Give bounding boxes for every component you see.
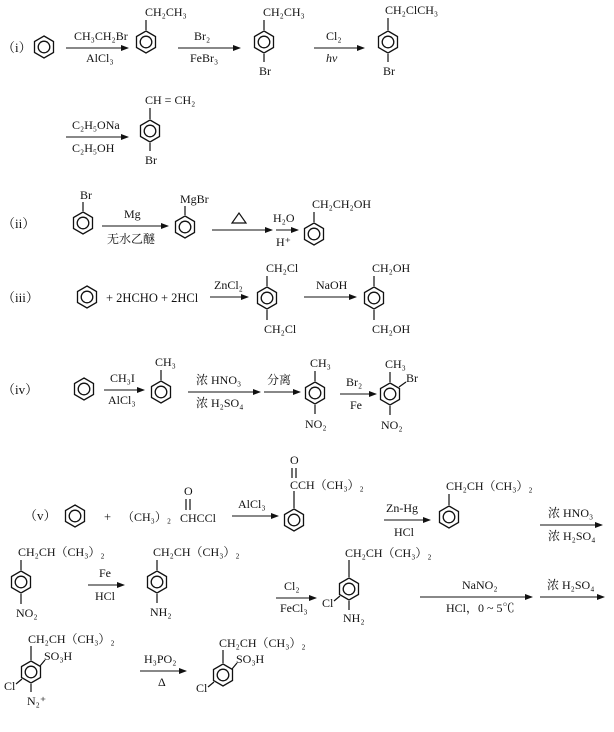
- benzene-ring: [74, 212, 93, 234]
- reaction-arrow: [210, 278, 248, 297]
- reaction-arrow: [276, 579, 316, 615]
- reaction-arrow: [212, 212, 272, 230]
- benzene-ring: [22, 661, 41, 683]
- reagent-label: 分离: [267, 373, 292, 387]
- substituent-label: CH₃: [310, 356, 331, 370]
- reagent-label: CHCCl: [180, 511, 217, 525]
- reagent-label: FeCl₃: [280, 601, 308, 615]
- benzene-ring: [75, 378, 94, 400]
- benzene-ring: [12, 571, 31, 593]
- benzene-ring: [78, 286, 97, 308]
- benzene-ring: [340, 578, 359, 600]
- substituent-label: Br: [406, 371, 418, 385]
- substituent-label: O: [184, 484, 193, 498]
- reaction-arrow: [102, 207, 168, 246]
- substituent-label: N₂⁺: [27, 694, 47, 708]
- substituent-label: Cl: [322, 596, 334, 610]
- reagent-label: Mg: [124, 207, 141, 221]
- substituent-label: NH₂: [150, 605, 172, 619]
- reagent-label: 浓 HNO₃: [548, 506, 594, 520]
- reaction-arrow: [88, 566, 124, 603]
- substituent-label: CH₂CH（CH₃）₂: [28, 632, 115, 646]
- substituent-label: O: [290, 453, 299, 467]
- substituent-label: Br: [259, 64, 271, 78]
- part-label-i: （i）: [2, 40, 32, 55]
- reaction-arrow: [304, 278, 356, 297]
- reagent-label: 浓 H₂SO₄: [196, 396, 244, 410]
- benzene-ring: [305, 223, 324, 245]
- substituent-label: CH₃: [385, 357, 406, 371]
- reagent-label: （CH₃）₂: [122, 510, 172, 524]
- reagent-label: Br₂: [346, 375, 363, 389]
- reagent-label: HCl: [95, 589, 116, 603]
- reagent-label: FeBr₃: [190, 51, 219, 65]
- substituent-label: CH₂CH（CH₃）₂: [446, 479, 533, 493]
- reaction-arrow: [66, 29, 128, 65]
- substituent-label: CH₂CH₂OH: [312, 197, 372, 211]
- reaction-arrow: [540, 506, 602, 543]
- substituent-label: CH₂CH（CH₃）₂: [345, 546, 432, 560]
- reagent-label: + 2HCHO + 2HCl: [106, 291, 199, 305]
- substituent-label: NO₂: [305, 417, 327, 431]
- substituent-label: CH₂OH: [372, 261, 411, 275]
- part-label-iv: （iv）: [2, 382, 39, 397]
- substituent-label: CH₂CH（CH₃）₂: [18, 545, 105, 559]
- reagent-label: Zn-Hg: [386, 501, 418, 515]
- substituent-label: CCH（CH₃）₂: [290, 478, 364, 492]
- reagent-label: +: [104, 510, 112, 524]
- substituent-label: CH₂Cl: [264, 322, 297, 336]
- reagent-label: ZnCl₂: [214, 278, 243, 292]
- benzene-ring: [306, 382, 325, 404]
- reaction-arrow: [232, 497, 278, 516]
- reagent-label: NaNO₂: [462, 578, 498, 592]
- reagent-label: H⁺: [276, 235, 291, 249]
- reaction-arrow: [420, 578, 532, 615]
- benzene-ring: [152, 381, 171, 403]
- reagent-label: 浓 HNO₃: [196, 373, 242, 387]
- substituent-label: CH₂CH₃: [145, 5, 187, 19]
- reaction-arrow: [264, 372, 300, 392]
- reagent-label: C₂H₅ONa: [72, 118, 120, 132]
- reagent-label: C₂H₅OH: [72, 141, 115, 155]
- part-label-ii: （ii）: [2, 216, 36, 231]
- reaction-arrow: [340, 375, 376, 412]
- benzene-ring: [379, 31, 398, 53]
- benzene-ring: [285, 509, 304, 531]
- reaction-arrow: [178, 29, 240, 65]
- substituent-label: Br: [145, 153, 157, 167]
- substituent-label: SO₃H: [236, 652, 265, 666]
- substituent-label: Br: [383, 64, 395, 78]
- reagent-label: Br₂: [194, 29, 211, 43]
- reagent-label: hν: [326, 51, 338, 65]
- substituent-label: SO₃H: [44, 649, 73, 663]
- reagent-label: 浓 H₂SO₄: [548, 529, 596, 543]
- reaction-arrow: [273, 211, 298, 249]
- benzene-ring: [35, 36, 54, 58]
- reagent-label: 浓 H₂SO₄: [547, 578, 595, 592]
- benzene-ring: [365, 287, 384, 309]
- reagent-label: HCl，0 ~ 5℃: [446, 601, 515, 615]
- reaction-arrow: [540, 578, 604, 597]
- substituent-label: CH₂ClCH₃: [385, 3, 439, 17]
- substituent-label: CH₂CH₃: [263, 5, 305, 19]
- reagent-label: AlCl₃: [86, 51, 114, 65]
- reagent-label: CH₃I: [110, 371, 135, 385]
- substituent-label: Br: [80, 188, 92, 202]
- reagent-label: H₂O: [273, 211, 295, 225]
- substituent-label: Cl: [4, 679, 16, 693]
- substituent-label: NO₂: [16, 606, 38, 620]
- reaction-arrow: [104, 371, 144, 407]
- reagent-label: CH₃CH₂Br: [74, 29, 128, 43]
- benzene-ring: [137, 31, 156, 53]
- reagent-label: AlCl₃: [238, 497, 266, 511]
- reagent-label: H₃PO₂: [144, 652, 177, 666]
- substituent-label: MgBr: [180, 192, 209, 206]
- substituent-label: CH = CH₂: [145, 93, 196, 107]
- reagent-label: Fe: [350, 398, 362, 412]
- reaction-arrow: [140, 652, 186, 689]
- reagent-label: AlCl₃: [108, 393, 136, 407]
- part-label-iii: （iii）: [2, 290, 39, 305]
- ethylene-oxide: [232, 212, 246, 223]
- benzene-ring: [440, 506, 459, 528]
- reaction-arrow: [188, 373, 260, 410]
- benzene-ring: [258, 287, 277, 309]
- benzene-ring: [141, 120, 160, 142]
- part-label-v: （v）: [24, 508, 57, 523]
- substituent-label: CH₂CH（CH₃）₂: [219, 636, 306, 650]
- benzene-ring: [148, 571, 167, 593]
- substituent-label: CH₃: [155, 355, 176, 369]
- substituent-label: CH₂OH: [372, 322, 411, 336]
- substituent-label: NH₂: [343, 611, 365, 625]
- reagent-label: NaOH: [316, 278, 348, 292]
- reaction-arrow: [384, 501, 430, 539]
- reaction-arrow: [66, 118, 128, 155]
- reaction-arrow: [314, 29, 364, 65]
- benzene-ring: [66, 505, 85, 527]
- substituent-label: Cl: [196, 681, 208, 695]
- substituent-label: CH₂Cl: [266, 261, 299, 275]
- reagent-label: 无水乙醚: [107, 232, 156, 246]
- benzene-ring: [214, 664, 233, 686]
- reagent-label: HCl: [394, 525, 415, 539]
- reagent-label: Fe: [99, 566, 111, 580]
- reagent-label: Cl₂: [284, 579, 300, 593]
- reagent-label: Δ: [158, 675, 166, 689]
- substituent-label: NO₂: [381, 418, 403, 432]
- benzene-ring: [176, 216, 195, 238]
- substituent-label: CH₂CH（CH₃）₂: [153, 545, 240, 559]
- benzene-ring: [381, 383, 400, 405]
- benzene-ring: [255, 31, 274, 53]
- reagent-label: Cl₂: [326, 29, 342, 43]
